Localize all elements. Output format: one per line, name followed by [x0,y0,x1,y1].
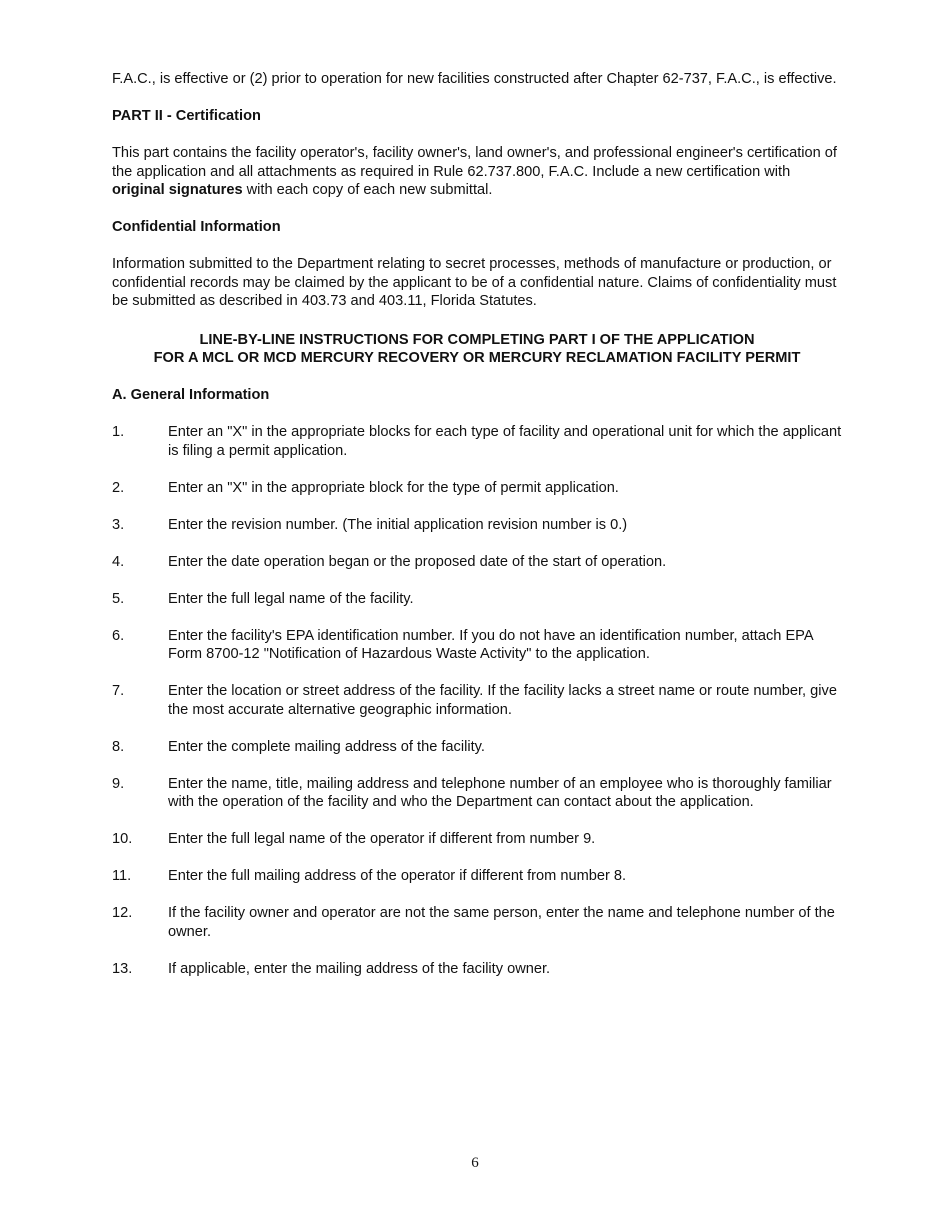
item-text: Enter the complete mailing address of the facility. [168,738,485,755]
item-number: 4. [112,553,125,570]
list-item [112,479,842,498]
item-number: 6. [112,627,125,644]
instructions-heading-line1: LINE-BY-LINE INSTRUCTIONS FOR COMPLETING PART I OF THE APPLICATION [199,331,755,348]
list-item [112,738,842,757]
item-number: 10. [112,831,133,847]
item-text: Enter an "X" in the appropriate block for the type of permit application. [168,479,619,496]
intro-continuation: F.A.C., is effective or (2) prior to operation for new facilities constructed after Chapter 62-737, F.A.C., is effective. [112,71,837,87]
item-text: Enter the location or street address of the facility. If the facility lacks a street name or route number, give the most accurate alternative geographic information. [168,683,837,718]
part2-text-b: with each copy of each new submittal. [242,182,493,198]
list-item [112,553,842,572]
instructions-heading [112,331,842,368]
list-item [112,775,842,812]
part2-paragraph [112,144,842,200]
item-text: Enter the full mailing address of the operator if different from number 8. [168,868,627,884]
confidential-heading: Confidential Information [112,219,281,235]
list-item [112,682,842,719]
item-text: Enter the full legal name of the facility. [168,590,414,607]
item-number: 11. [112,868,132,884]
list-item [112,590,842,609]
item-number: 3. [112,516,125,533]
item-number: 12. [112,905,133,921]
list-item [112,830,842,849]
part2-bold-text: original signatures [112,182,243,198]
list-item [112,516,842,535]
item-text: Enter the name, title, mailing address and telephone number of an employee who is thoroughly familiar with the operation of the facility and who the Department can contact about the application. [168,775,832,810]
instruction-list [112,423,842,978]
item-number: 5. [112,590,125,607]
item-text: If the facility owner and operator are not the same person, enter the name and telephone number of the owner. [168,905,835,940]
item-text: Enter the revision number. (The initial application revision number is 0.) [168,516,628,533]
document-page [112,70,842,997]
item-number: 8. [112,738,125,755]
item-number: 1. [112,424,125,440]
list-item [112,423,842,460]
list-item [112,867,842,886]
item-number: 2. [112,479,125,496]
part2-text-a: This part contains the facility operator's, facility owner's, land owner's, and professional engineer's certification of the application and all attachments as required in Rule 62.737.800, F.A.C. Include a new certification with [112,145,837,180]
section-a-heading: A. General Information [112,387,270,403]
page-number: 6 [471,1155,479,1171]
item-text: If applicable, enter the mailing address of the facility owner. [168,960,551,977]
item-number: 13. [112,960,133,977]
list-item [112,627,842,664]
part2-heading: PART II - Certification [112,108,261,124]
item-text: Enter the date operation began or the proposed date of the start of operation. [168,553,667,570]
list-item [112,960,842,979]
item-number: 9. [112,775,125,792]
item-text: Enter the facility's EPA identification number. If you do not have an identification number, attach EPA Form 8700-12 "Notification of Hazardous Waste Activity" to the application. [168,627,813,662]
item-number: 7. [112,683,125,699]
item-text: Enter the full legal name of the operator if different from number 9. [168,831,596,847]
item-text: Enter an "X" in the appropriate blocks for each type of facility and operational unit for which the applicant is filing a permit application. [168,424,842,459]
instructions-heading-line2: FOR A MCL OR MCD MERCURY RECOVERY OR MERCURY RECLAMATION FACILITY PERMIT [153,350,801,366]
list-item [112,904,842,941]
confidential-paragraph: Information submitted to the Department relating to secret processes, methods of manufacture or production, or confidential records may be claimed by the applicant to be of a confidential nature. Claims of confidentiality must be submitted as described in 403.73 and 403.11, Florida Statutes. [112,256,837,309]
